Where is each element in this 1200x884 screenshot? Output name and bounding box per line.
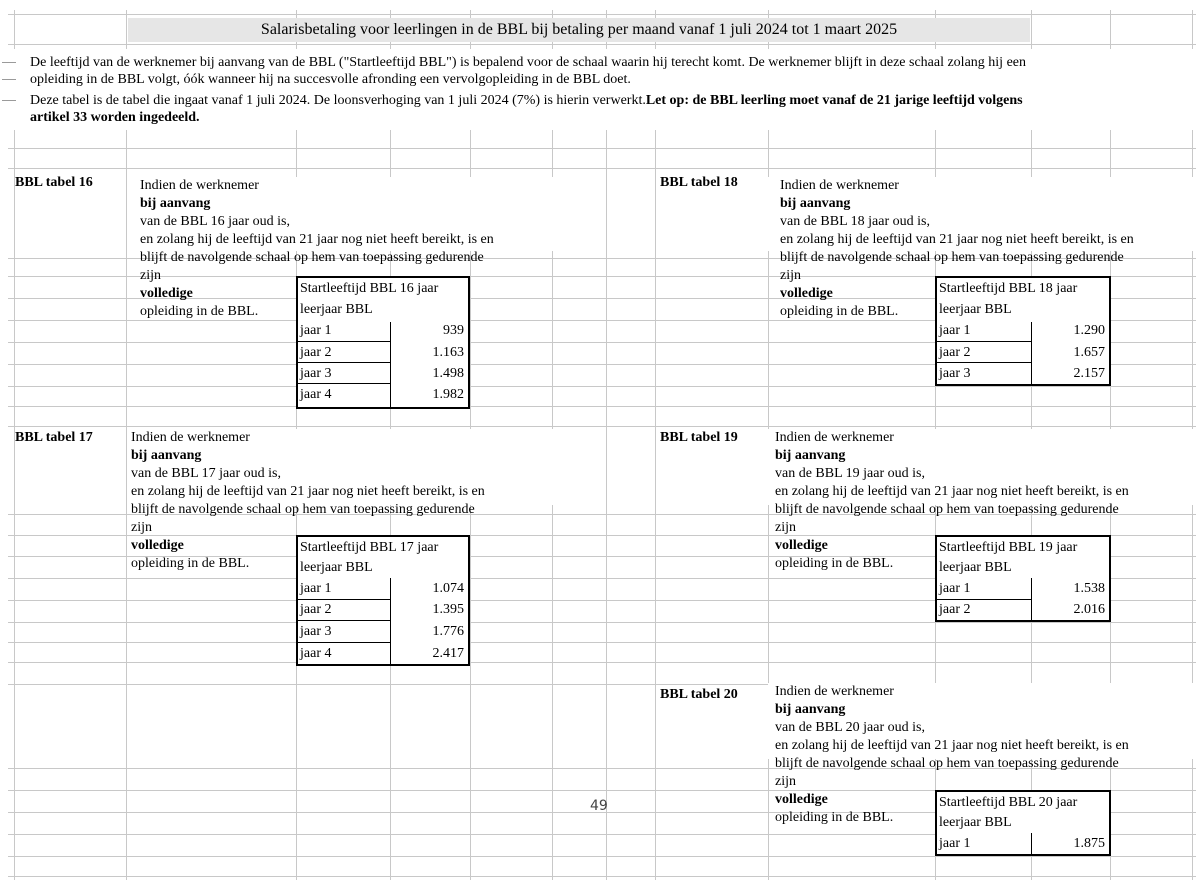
section-paragraph-19: Indien de werknemer bij aanvang van de BBL 19 jaar oud is, en zolang hij de leeftijd van 21 jaar nog niet heeft bereikt, is en blijft de navolgende schaal op hem van toepassing gedurende zijn volledige opleiding in de BBL. (768, 429, 1199, 505)
table-divider (1031, 833, 1032, 854)
section-heading-17: BBL tabel 17 (15, 430, 93, 445)
table-rule (298, 341, 390, 342)
intro-line-1: De leeftijd van de werknemer bij aanvang van de BBL ("Startleeftijd BBL") is bepalend voor de schaal waarin hij terecht komt. De werknemer blijft in deze schaal zolang hij een (30, 55, 1026, 70)
table-rule (298, 642, 390, 643)
salary-table-16 (296, 276, 470, 409)
table-row: jaar 1 1.074 (300, 581, 464, 596)
salary-table-17 (296, 535, 470, 666)
table-subheader-row: leerjaar BBL (300, 302, 373, 317)
section-heading-18: BBL tabel 18 (660, 175, 738, 190)
table-subheader-row: leerjaar BBL (300, 560, 373, 575)
intro-line-3 (30, 92, 1023, 109)
table-subheader-row: leerjaar BBL (939, 302, 1012, 317)
table-rule (298, 599, 390, 600)
table-row: jaar 3 1.776 (300, 624, 464, 639)
table-divider (390, 578, 391, 664)
table-row: jaar 4 2.417 (300, 646, 464, 661)
intro-block (0, 49, 1200, 130)
bullet-dash (2, 62, 16, 63)
table-divider (1031, 322, 1032, 384)
section-paragraph-17: Indien de werknemer bij aanvang van de BBL 17 jaar oud is, en zolang hij de leeftijd van 21 jaar nog niet heeft bereikt, is en blijft de navolgende schaal op hem van toepassing gedurende zijn volledige opleiding in de BBL. (128, 429, 555, 505)
page-number: 49 (590, 798, 608, 814)
table-header-row: Startleeftijd BBL 20 jaar (939, 795, 1078, 810)
table-subheader-row: leerjaar BBL (939, 815, 1012, 830)
table-rule (937, 341, 1031, 342)
table-row: jaar 2 1.395 (300, 602, 464, 617)
salary-table-20 (935, 790, 1111, 856)
table-rule (298, 620, 390, 621)
section-paragraph-18: Indien de werknemer bij aanvang van de BBL 18 jaar oud is, en zolang hij de leeftijd van 21 jaar nog niet heeft bereikt, is en blijft de navolgende schaal op hem van toepassing gedurende zijn volledige opleiding in de BBL. (768, 177, 1200, 251)
table-header-row: Startleeftijd BBL 16 jaar (300, 281, 439, 296)
table-row: jaar 1 1.538 (939, 581, 1105, 596)
intro-line-3-bold: Let op: de BBL leerling moet vanaf de 21 jarige leeftijd volgens (645, 93, 1023, 108)
table-header-row: Startleeftijd BBL 19 jaar (939, 540, 1078, 555)
intro-line-3-normal: Deze tabel is de tabel die ingaat vanaf 1 juli 2024. De loonsverhoging van 1 juli 2024 (7%) is hierin verwerkt. (30, 93, 646, 108)
table-row: jaar 1 939 (300, 323, 464, 338)
table-row: jaar 1 1.875 (939, 836, 1105, 851)
section-heading-20: BBL tabel 20 (660, 687, 738, 702)
table-header-row: Startleeftijd BBL 18 jaar (939, 281, 1078, 296)
section-heading-16: BBL tabel 16 (15, 175, 93, 190)
table-divider (390, 322, 391, 407)
table-header-row: Startleeftijd BBL 17 jaar (300, 540, 439, 555)
bullet-dash (2, 79, 16, 80)
salary-table-18 (935, 276, 1111, 386)
table-divider (1031, 578, 1032, 620)
table-row: jaar 2 1.163 (300, 345, 464, 360)
table-row: jaar 3 1.498 (300, 366, 464, 381)
salary-table-19 (935, 535, 1111, 622)
table-row: jaar 1 1.290 (939, 323, 1105, 338)
table-row: jaar 4 1.982 (300, 387, 464, 402)
table-subheader-row: leerjaar BBL (939, 560, 1012, 575)
table-rule (298, 362, 390, 363)
section-heading-19: BBL tabel 19 (660, 430, 738, 445)
table-rule (937, 362, 1031, 363)
table-row: jaar 2 1.657 (939, 345, 1105, 360)
section-paragraph-16: Indien de werknemer bij aanvang van de BBL 16 jaar oud is, en zolang hij de leeftijd van 21 jaar nog niet heeft bereikt, is en blijft de navolgende schaal op hem van toepassing gedurende zijn volledige opleiding in de BBL. (128, 177, 560, 251)
document-title: Salarisbetaling voor leerlingen in de BBL bij betaling per maand vanaf 1 juli 2024 tot 1 maart 2025 (128, 18, 1030, 42)
table-row: jaar 2 2.016 (939, 602, 1105, 617)
intro-line-4: artikel 33 worden ingedeeld. (30, 110, 200, 125)
table-rule (298, 383, 390, 384)
intro-line-2: opleiding in de BBL volgt, óók wanneer hij na succesvolle afronding een vervolgopleiding in de BBL doet. (30, 72, 631, 87)
section-paragraph-20: Indien de werknemer bij aanvang van de BBL 20 jaar oud is, en zolang hij de leeftijd van 21 jaar nog niet heeft bereikt, is en blijft de navolgende schaal op hem van toepassing gedurende zijn volledige opleiding in de BBL. (768, 683, 1199, 759)
table-row: jaar 3 2.157 (939, 366, 1105, 381)
bullet-dash (2, 100, 16, 101)
table-rule (937, 599, 1031, 600)
